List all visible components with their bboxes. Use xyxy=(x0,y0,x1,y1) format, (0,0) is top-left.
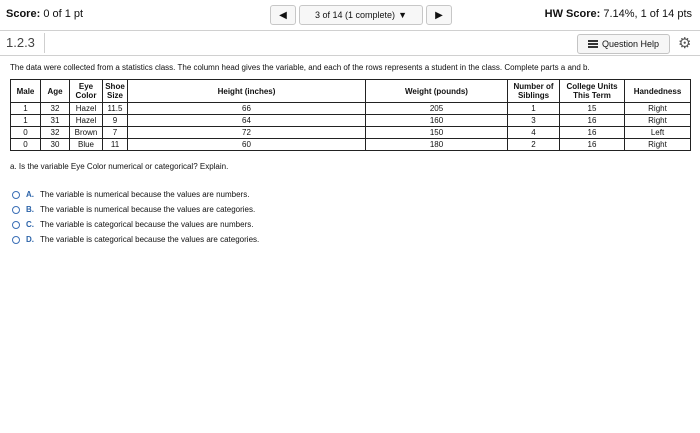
previous-question-button[interactable] xyxy=(270,5,296,25)
question-help-button[interactable] xyxy=(577,34,670,54)
choice-text: The variable is numerical because the values are numbers. xyxy=(40,190,250,199)
table-row xyxy=(11,139,691,151)
table-cell: 11 xyxy=(103,139,128,151)
table-cell: 16 xyxy=(560,139,625,151)
choice-letter: B. xyxy=(26,205,34,214)
radio-button[interactable] xyxy=(12,206,20,214)
question-position: 3 of 14 (1 complete) xyxy=(315,10,396,20)
table-cell: 15 xyxy=(560,103,625,115)
table-cell: Hazel xyxy=(70,115,103,127)
column-header: Eye Color xyxy=(70,80,103,103)
choice-b[interactable] xyxy=(12,202,259,217)
section-bar xyxy=(0,31,700,55)
choice-a[interactable] xyxy=(12,187,259,202)
table-cell: 160 xyxy=(366,115,508,127)
column-header: Number of Siblings xyxy=(508,80,560,103)
table-cell: 0 xyxy=(11,127,41,139)
table-row xyxy=(11,115,691,127)
radio-button[interactable] xyxy=(12,236,20,244)
table-cell: 32 xyxy=(41,103,70,115)
table-cell: 150 xyxy=(366,127,508,139)
table-cell: 64 xyxy=(128,115,366,127)
table-cell: 3 xyxy=(508,115,560,127)
table-cell: 2 xyxy=(508,139,560,151)
table-cell: 16 xyxy=(560,115,625,127)
choice-text: The variable is categorical because the values are categories. xyxy=(40,235,260,244)
question-navigator xyxy=(270,5,455,25)
divider xyxy=(0,55,700,56)
table-cell: 180 xyxy=(366,139,508,151)
table-header-row xyxy=(11,80,691,103)
column-header: Age xyxy=(41,80,70,103)
choice-c[interactable] xyxy=(12,217,259,232)
table-cell: Right xyxy=(625,115,691,127)
data-table xyxy=(10,79,691,151)
column-header: Height (inches) xyxy=(128,80,366,103)
part-a-question: a. Is the variable Eye Color numerical or categorical? Explain. xyxy=(10,162,229,171)
table-cell: 60 xyxy=(128,139,366,151)
table-cell: 1 xyxy=(11,103,41,115)
triangle-left-icon: ◀ xyxy=(279,9,287,21)
divider xyxy=(44,33,45,53)
radio-button[interactable] xyxy=(12,191,20,199)
table-cell: 11.5 xyxy=(103,103,128,115)
radio-button[interactable] xyxy=(12,221,20,229)
column-header: Weight (pounds) xyxy=(366,80,508,103)
table-cell: 7 xyxy=(103,127,128,139)
question-select[interactable] xyxy=(299,5,423,25)
score-label: Score: xyxy=(6,8,41,20)
table-cell: Right xyxy=(625,139,691,151)
table-cell: 16 xyxy=(560,127,625,139)
choice-letter: A. xyxy=(26,190,34,199)
table-cell: 0 xyxy=(11,139,41,151)
column-header: College Units This Term xyxy=(560,80,625,103)
table-cell: 1 xyxy=(508,103,560,115)
question-intro: The data were collected from a statistics class. The column head gives the variable, and each of the rows represents a student in the class. Complete parts a and b. xyxy=(10,63,590,72)
caret-down-icon: ▼ xyxy=(398,10,407,20)
choice-letter: C. xyxy=(26,220,34,229)
hw-score-value: 7.14%, 1 of 14 pts xyxy=(603,8,692,20)
column-header: Handedness xyxy=(625,80,691,103)
answer-choices xyxy=(12,187,259,247)
list-icon xyxy=(588,40,598,48)
table-cell: Blue xyxy=(70,139,103,151)
hw-score xyxy=(545,8,692,20)
table-cell: 30 xyxy=(41,139,70,151)
table-cell: Left xyxy=(625,127,691,139)
score xyxy=(6,8,83,20)
next-question-button[interactable] xyxy=(426,5,452,25)
table-cell: 205 xyxy=(366,103,508,115)
choice-text: The variable is categorical because the values are numbers. xyxy=(40,220,254,229)
table-cell: Hazel xyxy=(70,103,103,115)
table-cell: Brown xyxy=(70,127,103,139)
table-cell: 1 xyxy=(11,115,41,127)
table-cell: 31 xyxy=(41,115,70,127)
table-row xyxy=(11,103,691,115)
table-cell: Right xyxy=(625,103,691,115)
table-row xyxy=(11,127,691,139)
table-cell: 66 xyxy=(128,103,366,115)
triangle-right-icon: ▶ xyxy=(435,9,443,21)
score-value: 0 of 1 pt xyxy=(43,8,84,20)
table-cell: 72 xyxy=(128,127,366,139)
question-help-label: Question Help xyxy=(601,39,660,49)
column-header: Shoe Size xyxy=(103,80,128,103)
gear-icon[interactable]: ⚙ xyxy=(678,35,692,52)
table-cell: 32 xyxy=(41,127,70,139)
choice-text: The variable is numerical because the values are categories. xyxy=(40,205,256,214)
section-number: 1.2.3 xyxy=(6,35,35,50)
choice-letter: D. xyxy=(26,235,34,244)
table-cell: 9 xyxy=(103,115,128,127)
table-cell: 4 xyxy=(508,127,560,139)
hw-score-label: HW Score: xyxy=(544,8,601,20)
column-header: Male xyxy=(11,80,41,103)
top-bar xyxy=(0,0,700,30)
choice-d[interactable] xyxy=(12,232,259,247)
